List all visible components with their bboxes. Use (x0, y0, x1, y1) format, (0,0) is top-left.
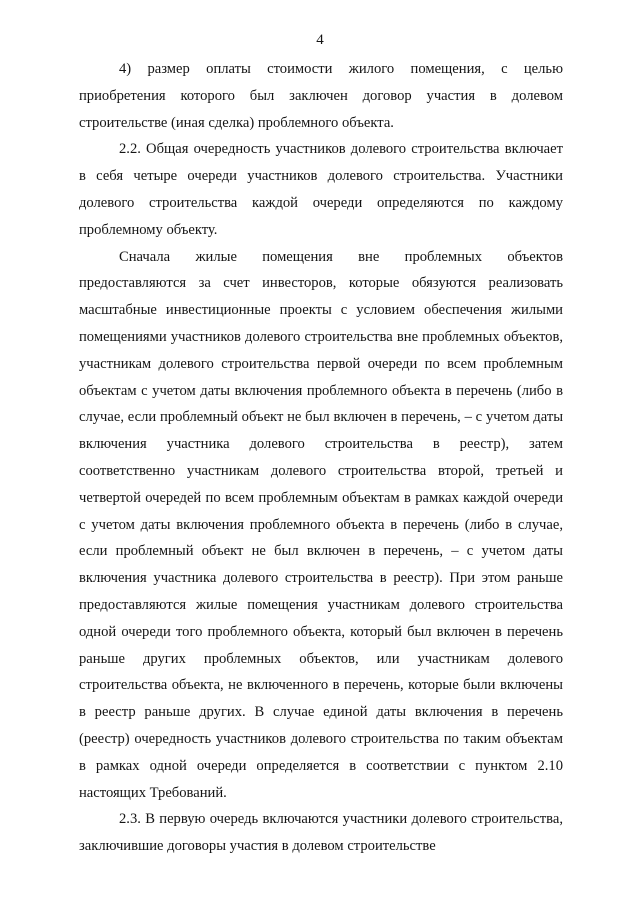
paragraph-first-housing-provision: Сначала жилые помещения вне проблемных объектов предоставляются за счет инвесторов, которые обязуются реализовать масштабные инвестиционные проекты с условием обеспечения жилыми помещениями участников долевого строительства вне проблемных объектов, участникам долевого строительства первой очереди по всем проблемным объектам с учетом даты включения проблемного объекта в перечень (либо в случае, если проблемный объект не был включен в перечень, – с учетом даты включения участника долевого строительства в реестр), затем соответственно участникам долевого строительства второй, третьей и четвертой очередей по всем проблемным объектам в рамках каждой очереди с учетом даты включения проблемного объекта в перечень (либо в случае, если проблемный объект не был включен в перечень, – с учетом даты включения участника долевого строительства в реестр). При этом раньше предоставляются жилые помещения участникам долевого строительства одной очереди того проблемного объекта, который был включен в перечень раньше других проблемных объектов, или участникам долевого строительства объекта, не включенного в перечень, которые были включены в реестр раньше других. В случае единой даты включения в перечень (реестр) очередность участников долевого строительства по таким объектам в рамках одной очереди определяется в соответствии с пунктом 2.10 настоящих Требований. (79, 248, 563, 801)
paragraph-4-item: 4) размер оплаты стоимости жилого помещения, с целью приобретения которого был заключен договор участия в долевом строительстве (иная сделка) проблемного объекта. (79, 61, 563, 131)
paragraph-2-3: 2.3. В первую очередь включаются участники долевого строительства, заключившие договоры участия в долевом строительстве (79, 811, 563, 855)
document-body (79, 56, 563, 860)
paragraph-2-2: 2.2. Общая очередность участников долевого строительства включает в себя четыре очереди участников долевого строительства. Участники долевого строительства каждой очереди определяются по каждому проблемному объекту. (79, 141, 563, 238)
page-number: 4 (316, 32, 324, 48)
